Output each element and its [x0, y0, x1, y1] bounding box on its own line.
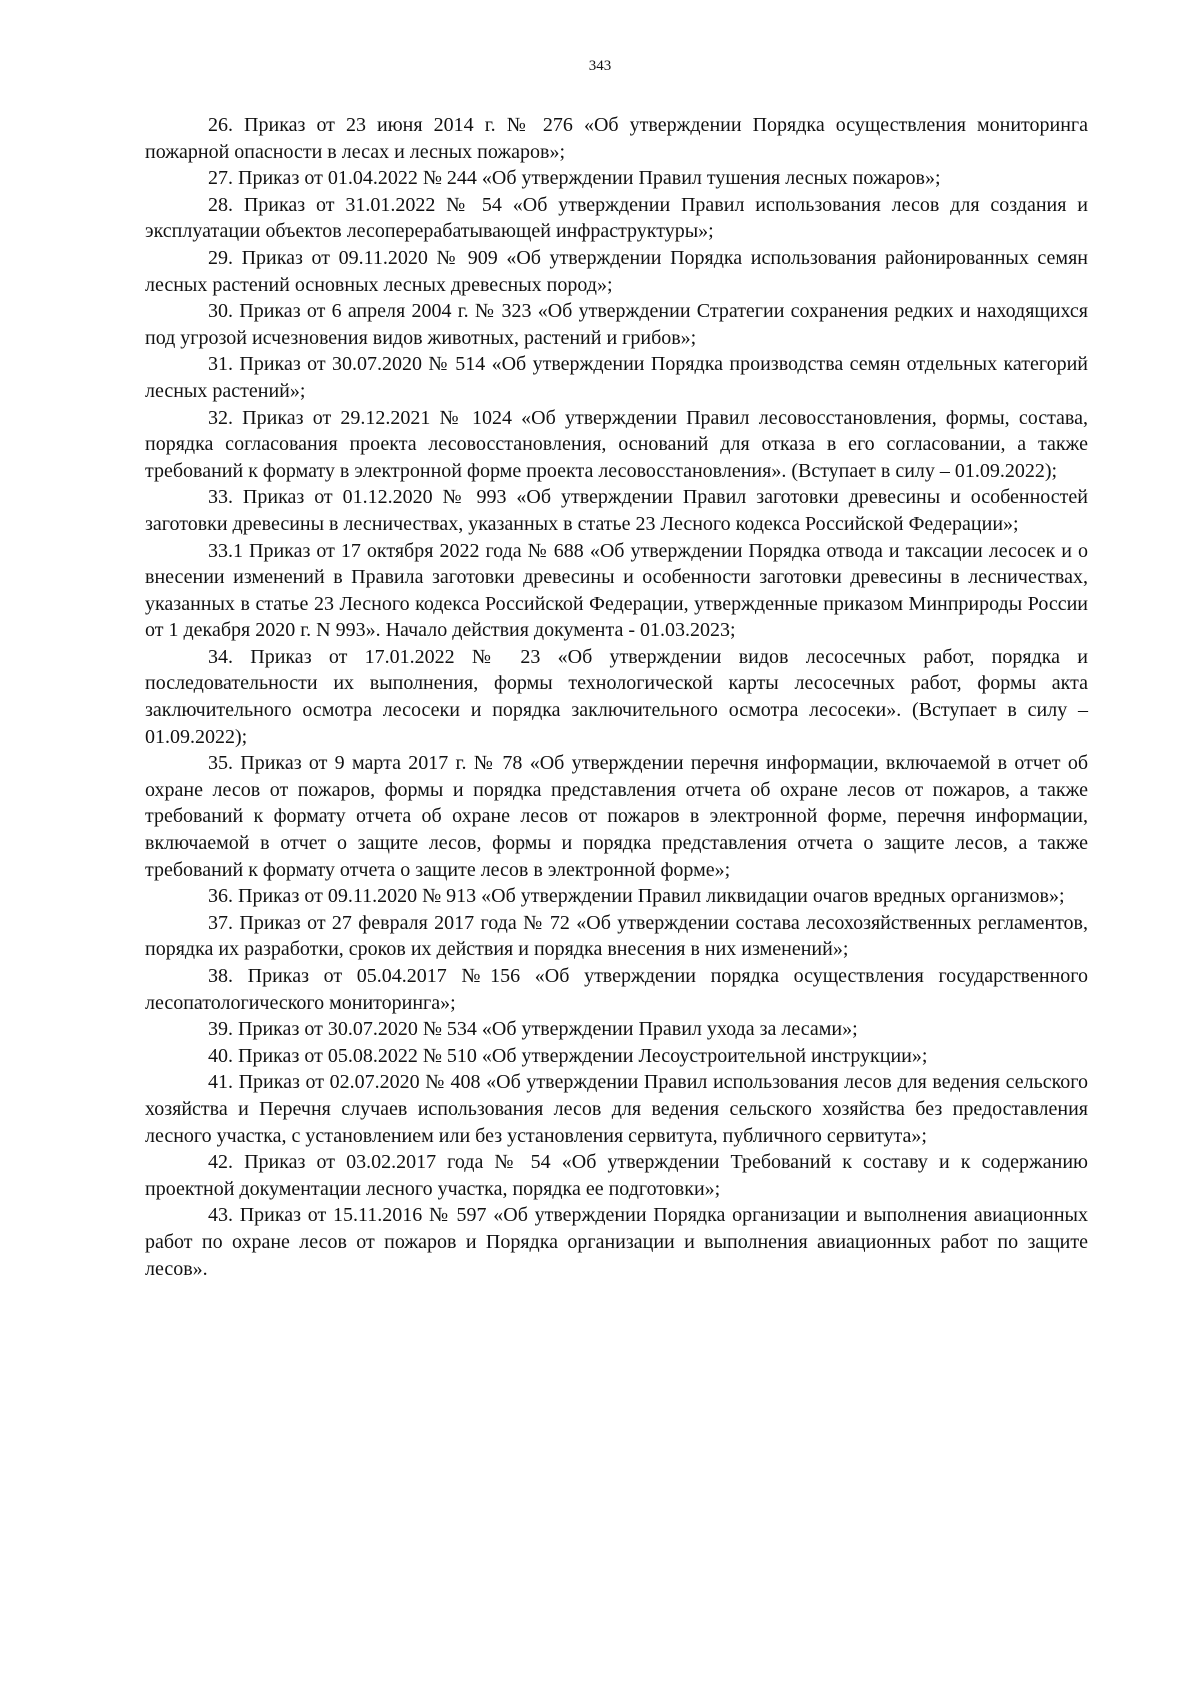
list-item-33-1: 33.1 Приказ от 17 октября 2022 года № 688 «Об утверждении Порядка отвода и таксации лесосек и о внесении изменений в Правила заготовки древесины и особенности заготовки древесины в лесничествах, указанных в статье 23 Лесного кодекса Российской Федерации, утвержденные приказом Минприроды России от 1 декабря 2020 г. N 993». Начало действия документа - 01.03.2023;	[145, 539, 1088, 642]
list-item-37: 37. Приказ от 27 февраля 2017 года № 72 «Об утверждении состава лесохозяйственных регламентов, порядка их разработки, сроков их действия и порядка внесения в них изменений»;	[145, 911, 1088, 961]
list-item-26: 26. Приказ от 23 июня 2014 г. № 276 «Об утверждении Порядка осуществления мониторинга пожарной опасности в лесах и лесных пожаров»;	[145, 114, 1088, 163]
list-item-43: 43. Приказ от 15.11.2016 № 597 «Об утверждении Порядка организации и выполнения авиационных работ по охране лесов от пожаров и Порядка организации и выполнения авиационных работ по защите лесов».	[145, 1204, 1088, 1280]
list-item-30: 30. Приказ от 6 апреля 2004 г. № 323 «Об утверждении Стратегии сохранения редких и находящихся под угрозой исчезновения видов животных, растений и грибов»;	[145, 300, 1088, 349]
list-item-35: 35. Приказ от 9 марта 2017 г. № 78 «Об утверждении перечня информации, включаемой в отчет об охране лесов от пожаров, формы и порядка представления отчета об охране лесов от пожаров, а также требований к формату отчета об охране лесов от пожаров в электронной форме, перечня информации, включаемой в отчет о защите лесов, формы и порядка представления отчета о защите лесов, а также требований к формату отчета о защите лесов в электронной форме»;	[145, 752, 1088, 881]
list-item-39: 39. Приказ от 30.07.2020 № 534 «Об утверждении Правил ухода за лесами»;	[208, 1018, 858, 1041]
list-item-28: 28. Приказ от 31.01.2022 № 54 «Об утверждении Правил использования лесов для создания и эксплуатации объектов лесоперерабатывающей инфраструктуры»;	[145, 193, 1088, 243]
list-item-34: 34. Приказ от 17.01.2022 № 23 «Об утверждении видов лесосечных работ, порядка и последовательности их выполнения, формы технологической карты лесосечных работ, формы акта заключительного осмотра лесосеки и порядка заключительного осмотра лесосеки». (Вступает в силу – 01.09.2022);	[145, 645, 1088, 748]
list-item-33: 33. Приказ от 01.12.2020 № 993 «Об утверждении Правил заготовки древесины и особенностей заготовки древесины в лесничествах, указанных в статье 23 Лесного кодекса Российской Федерации»;	[145, 486, 1088, 535]
list-item-36: 36. Приказ от 09.11.2020 № 913 «Об утверждении Правил ликвидации очагов вредных организмов»;	[208, 885, 1065, 908]
list-item-41: 41. Приказ от 02.07.2020 № 408 «Об утверждении Правил использования лесов для ведения сельского хозяйства и Перечня случаев использования лесов для ведения сельского хозяйства без предоставления лесного участка, с установлением или без установления сервитута, публичного сервитута»;	[145, 1071, 1088, 1147]
list-item-29: 29. Приказ от 09.11.2020 № 909 «Об утверждении Порядка использования районированных семян лесных растений основных лесных древесных пород»;	[145, 246, 1088, 296]
list-item-42: 42. Приказ от 03.02.2017 года № 54 «Об утверждении Требований к составу и к содержанию проектной документации лесного участка, порядка ее подготовки»;	[145, 1151, 1088, 1200]
list-item-32: 32. Приказ от 29.12.2021 № 1024 «Об утверждении Правил лесовосстановления, формы, состава, порядка согласования проекта лесовосстановления, оснований для отказа в его согласовании, а также требований к формату в электронной форме проекта лесовосстановления». (Вступает в силу – 01.09.2022);	[145, 406, 1088, 482]
page-number: 343	[588, 58, 612, 74]
list-item-38: 38. Приказ от 05.04.2017 №156 «Об утверждении порядка осуществления государственного лесопатологического мониторинга»;	[145, 965, 1088, 1014]
list-item-27: 27. Приказ от 01.04.2022 № 244 «Об утверждении Правил тушения лесных пожаров»;	[208, 167, 941, 190]
list-item-40: 40. Приказ от 05.08.2022 № 510 «Об утверждении Лесоустроительной инструкции»;	[208, 1044, 928, 1067]
list-item-31: 31. Приказ от 30.07.2020 № 514 «Об утверждении Порядка производства семян отдельных категорий лесных растений»;	[145, 353, 1088, 402]
document-body	[145, 112, 1088, 1282]
